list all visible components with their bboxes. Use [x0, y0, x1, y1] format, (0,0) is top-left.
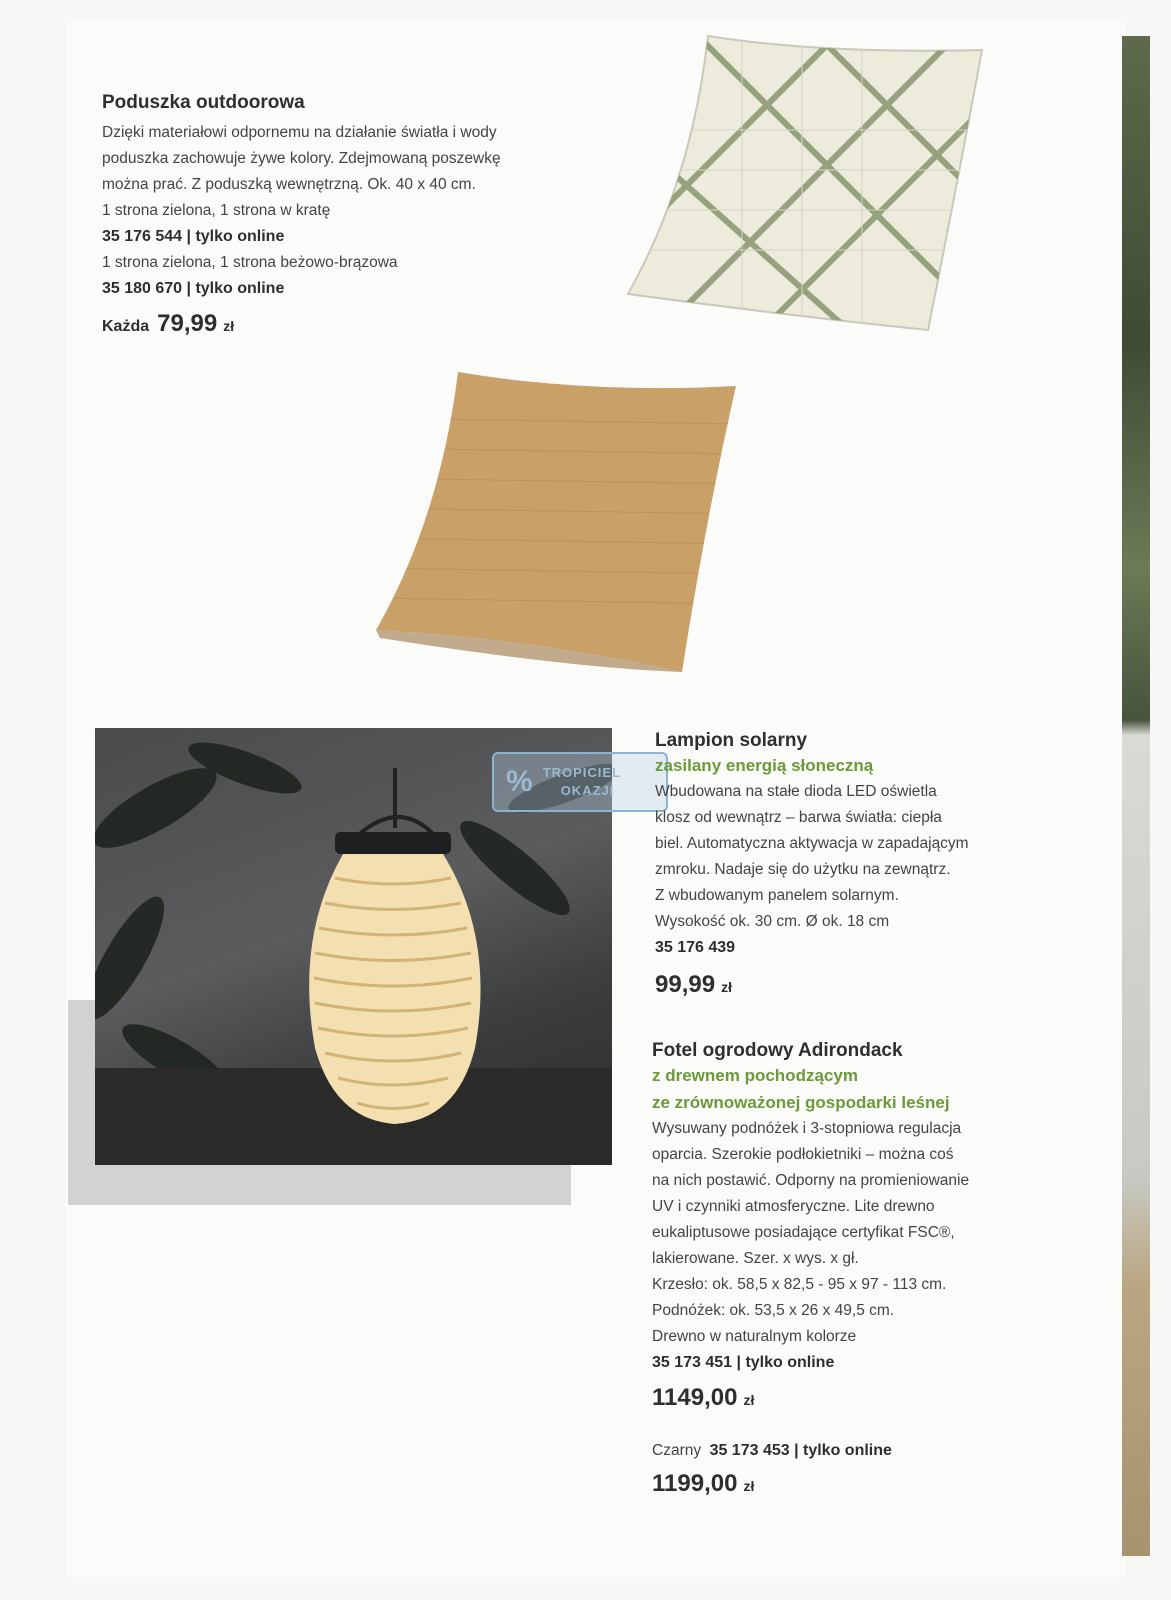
watermark-badge: [492, 752, 668, 812]
watermark-line1: TROPICIEL: [542, 765, 622, 780]
lantern-sku: 35 176 439: [655, 939, 736, 956]
cushion-price-prefix: Każda: [102, 318, 150, 335]
percent-icon: %: [506, 765, 533, 798]
chair-title: Fotel ogrodowy Adirondack: [652, 1040, 903, 1061]
lantern-description: Wbudowana na stałe dioda LED oświetla klosz od wewnątrz – barwa światła: ciepła biel. Automatyczna aktywacja w zapadającym zmroku. Nadaje się do użytku na zewnątrz. Z wbudowanym panelem solarnym. Wysokość ok. 30 cm. Ø ok. 18 cm: [655, 783, 969, 930]
chair-subtitle-line2: ze zrównoważonej gospodarki leśnej: [652, 1093, 950, 1112]
chair-black-price-row: [652, 1470, 1102, 1498]
cushion-info: [102, 92, 622, 338]
tan-cushion-image: [370, 368, 742, 678]
lantern-price: 99,99: [655, 971, 716, 998]
cushion-variant1-sku: 35 176 544 | tylko online: [102, 228, 285, 245]
chair-info: [652, 1040, 1102, 1498]
lantern-subtitle: zasilany energią słoneczną: [655, 756, 874, 775]
chair-black-label: Czarny: [652, 1442, 702, 1459]
cushion-price-row: [102, 310, 622, 338]
cushion-description: Dzięki materiałowi odpornemu na działanie światła i wody poduszka zachowuje żywe kolory. Zdejmowaną poszewkę można prać. Z poduszką wewnętrzną. Ok. 40 x 40 cm.: [102, 124, 501, 193]
chair-black-price: 1199,00: [652, 1470, 738, 1497]
lantern-currency: zł: [721, 979, 732, 995]
cushion-title: Poduszka outdoorowa: [102, 92, 305, 113]
chair-black-sku: 35 173 453 | tylko online: [709, 1442, 892, 1459]
cushion-variant2-label: 1 strona zielona, 1 strona beżowo-brązowa: [102, 254, 398, 271]
lantern-info: [655, 730, 1095, 999]
chair-price-row: [652, 1384, 1102, 1412]
watermark-line2: OKAZJI: [560, 783, 615, 798]
adjacent-page-photo-edge: [1122, 36, 1150, 1556]
chair-subtitle-line1: z drewnem pochodzącym: [652, 1066, 858, 1085]
chair-black-currency: zł: [743, 1478, 755, 1494]
lantern-title: Lampion solarny: [655, 730, 808, 751]
checked-cushion-image: [622, 30, 992, 342]
chair-currency: zł: [743, 1392, 755, 1408]
cushion-currency: zł: [223, 318, 235, 334]
chair-price: 1149,00: [652, 1384, 738, 1411]
cushion-price: 79,99: [157, 310, 218, 337]
cushion-variant1-label: 1 strona zielona, 1 strona w kratę: [102, 202, 331, 219]
chair-sku: 35 173 451 | tylko online: [652, 1354, 835, 1371]
chair-description: Wysuwany podnóżek i 3-stopniowa regulacja oparcia. Szerokie podłokietniki – można coś na nich postawić. Odporny na promieniowanie UV i czynniki atmosferyczne. Lite drewno eukaliptusowe posiadające certyfikat FSC®, lakierowane. Szer. x wys. x gł. Krzesło: ok. 58,5 x 82,5 - 95 x 97 - 113 cm. Podnóżek: ok. 53,5 x 26 x 49,5 cm. Drewno w naturalnym kolorze: [652, 1120, 970, 1345]
lantern-price-row: [655, 971, 1095, 999]
cushion-variant2-sku: 35 180 670 | tylko online: [102, 280, 285, 297]
chair-black-variant-row: [652, 1438, 1102, 1464]
